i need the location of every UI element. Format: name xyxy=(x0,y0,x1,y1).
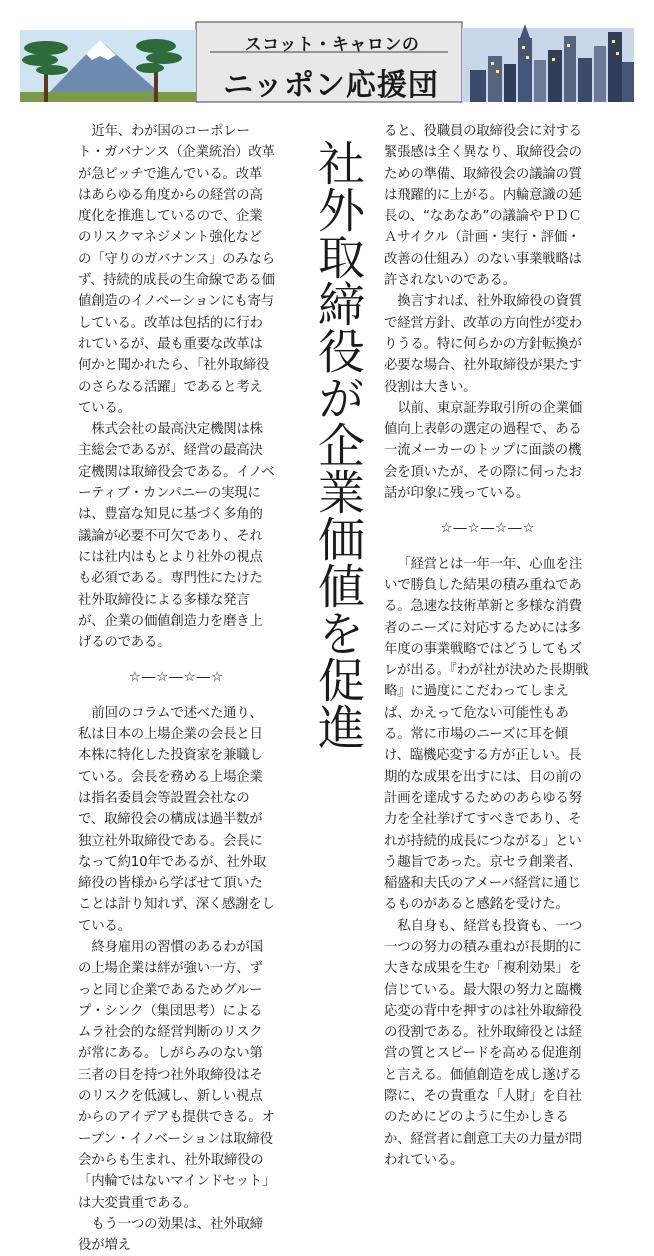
header-title: ニッポン応援団 xyxy=(223,68,439,103)
paragraph: 近年、わが国のコーポレート・ガバナンス（企業統治）改革が急ピッチで進んでいる。改革はあらゆる角度からの経営の高度化を推進しているので、企業のリスクマネジメント強化などの「守りのガバナンス」のみならず、持続的成長の生命線である価値創造のイノベーションにも寄与している。改革は包括的に行われているが、最も重要な改革は何かと聞かれたら、「社外取締役のさらなる活躍」であると考えている。 xyxy=(78,124,275,416)
paragraph: 私自身も、経営も投資も、一つ一つの努力の積み重ねが長期的に大きな成果を生む「複利効果」を信じている。最大限の努力と臨機応変の背中を押すのは社外取締役の役割である。社外取締役とは経営の質とスピードを高める促進剤と言える。価値創造を成し遂げる際に、その貴重な「人財」を自社のためにどのように生かしきるか、経営者に創意工夫の力量が問われている。 xyxy=(384,918,583,1168)
paragraph: ると、役職員の取締役会に対する緊張感は全く異なり、取締役会のための準備、取締役会の議論の質は飛躍的に上がる。内輪意識の延長の、“なあなあ”の議論やＰＤＣＡサイクル（計画・実行・評価・改善の仕組み）のない事業戦略は許されないのである。 xyxy=(384,124,582,289)
paragraph: もう一つの効果は、社外取締役が増え xyxy=(78,1216,263,1254)
right-column xyxy=(384,121,592,1171)
column-header xyxy=(0,0,654,108)
left-column xyxy=(78,121,275,1256)
paragraph: 前回のコラムで述べた通り、私は日本の上場企業の会長と日本株に特化した投資家を兼職している。会長を務める上場企業は指名委員会等設置会社なので、取締役会の構成は過半数が独立社外取締役である。会長になって約10年であるが、社外取締役の皆様から学ばせて頂いたことは計り知れず、深く感謝をしている。 xyxy=(78,705,275,934)
article-headline: 社外取締役が企業価値を促進 xyxy=(310,138,365,750)
paragraph: 株式会社の最高決定機関は株主総会であるが、経営の最高決定機関は取締役会である。イノベーティブ・カンパニーの実現には、豊富な知見に基づく多角的議論が必要不可欠であり、それには社内はもとより社外の視点も必須である。専門性にたけた社外取締役による多様な発言が、企業の価値創造力を磨き上げるのである。 xyxy=(78,422,275,651)
section-divider: ☆―☆―☆―☆ xyxy=(128,670,225,686)
paragraph: 換言すれば、社外取締役の資質で経営方針、改革の方向性が変わりうる。特に何らかの方針転換が必要な場合、社外取締役が果たす役割は大きい。 xyxy=(384,294,583,395)
header-subtitle: スコット・キャロンの xyxy=(244,35,420,55)
paragraph: 「経営とは一年一年、心血を注いで勝負した結果の積み重ねである。急速な技術革新と多様な消費者のニーズに対応するためには多年度の事業戦略ではどうしてもズレが出る。『わが社が決めた長期戦略』に過度にこだわってしまえば、かえって危ない可能性もある。常に市場のニーズに耳を傾け、臨機応変する方が正しい。長期的な成果を出すには、目の前の計画を達成するためのあらゆる努力を全社挙げてすべきであり、それが持続的成長につながる」という趣旨であった。京セラ創業者、稲盛和夫氏のアメーバ経営に通じるものがあると感銘を受けた。 xyxy=(384,556,589,913)
paragraph: 終身雇用の習慣のあるわが国の上場企業は絆が強い一方、ずっと同じ企業であるためグループ・シンク（集団思考）によるムラ社会的な経営判断のリスクが常にある。しがらみのない第三者の目を持つ社外取締役はそのリスクを低減し、新しい視点からのアイデアも提供できる。オープン・イノベーションは取締役会からも生まれ、社外取締役の「内輪ではないマインドセット」は大変貴重である。 xyxy=(78,939,275,1211)
paragraph: 以前、東京証券取引所の企業価値向上表彰の選定の過程で、ある一流メーカーのトップに面談の機会を頂いたが、その際に伺ったお話が印象に残っている。 xyxy=(384,400,583,502)
section-divider: ☆―☆―☆―☆ xyxy=(440,521,536,537)
